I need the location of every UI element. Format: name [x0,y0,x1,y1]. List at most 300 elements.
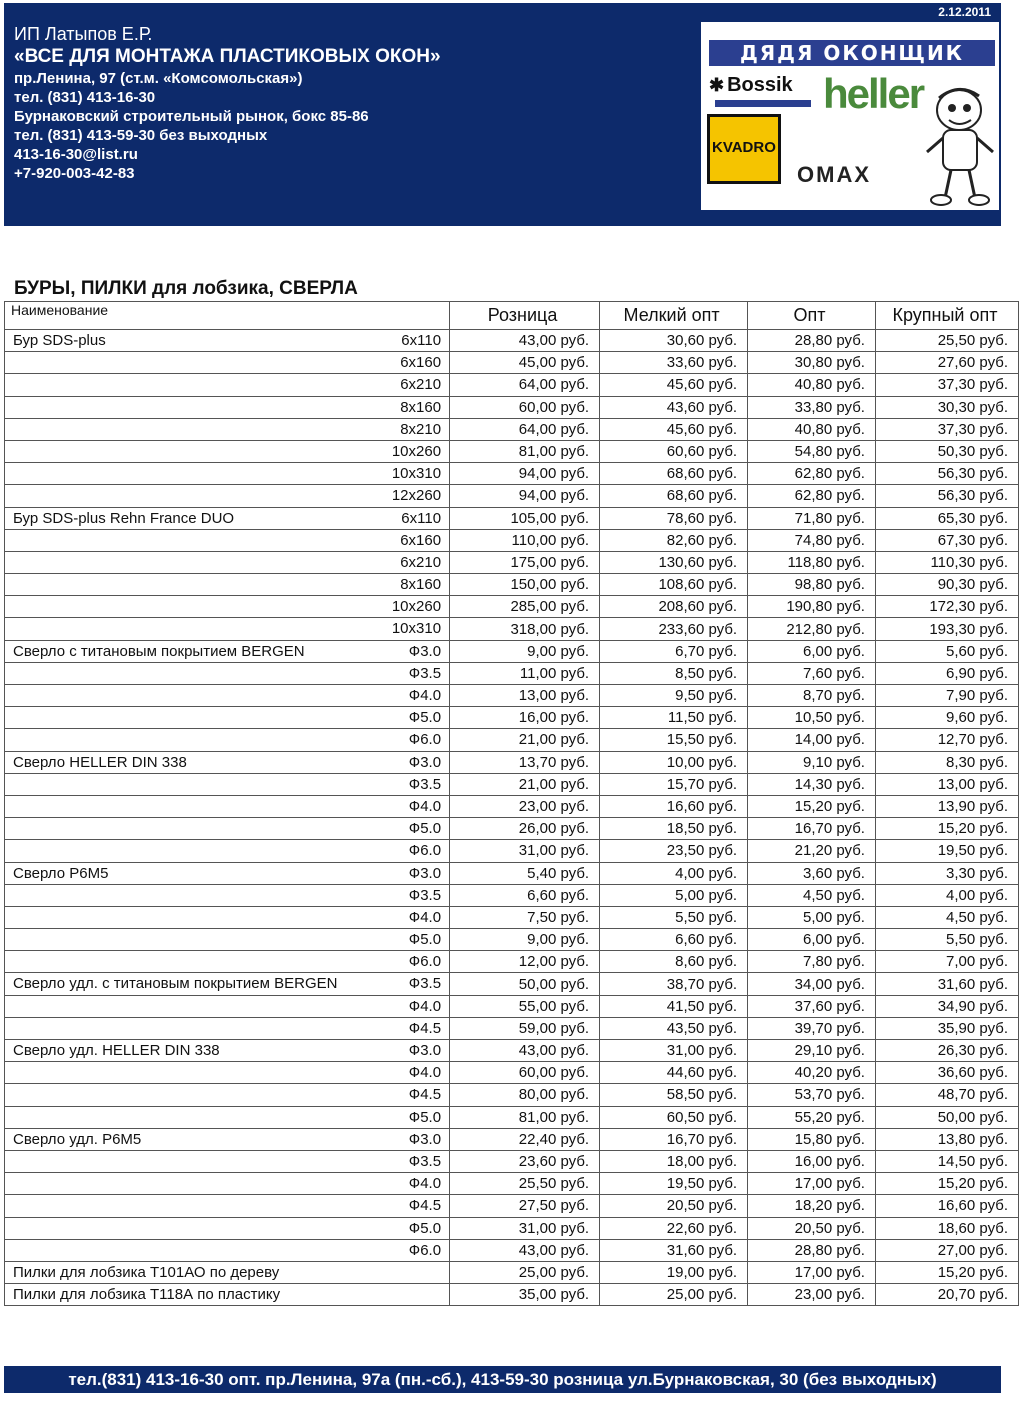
table-row [5,529,1019,551]
table-row [5,1106,1019,1128]
price-large-wholesale: 3,30 руб. [875,862,1018,884]
product-size: Ф4.0 [408,797,442,815]
price-large-wholesale: 172,30 руб. [875,596,1018,618]
product-size: Ф4.5 [408,1019,442,1037]
price-large-wholesale: 26,30 руб. [875,1040,1018,1062]
logo-uncle-okonshik: ДЯДЯ ОКОНЩИК [709,40,995,66]
price-large-wholesale: 4,50 руб. [875,906,1018,928]
product-size: 6х160 [400,354,442,372]
price-retail: 16,00 руб. [450,707,600,729]
product-cell [5,418,450,440]
price-retail: 27,50 руб. [450,1195,600,1217]
table-row [5,1261,1019,1283]
price-small-wholesale: 9,50 руб. [600,685,748,707]
product-cell [5,618,450,640]
product-cell [5,795,450,817]
table-row [5,929,1019,951]
product-size: Ф3.5 [408,775,442,793]
price-wholesale: 6,00 руб. [748,640,876,662]
price-retail: 31,00 руб. [450,1217,600,1239]
price-large-wholesale: 16,60 руб. [875,1195,1018,1217]
product-cell [5,751,450,773]
price-large-wholesale: 19,50 руб. [875,840,1018,862]
price-large-wholesale: 50,30 руб. [875,440,1018,462]
product-size: 6х210 [400,376,442,394]
price-wholesale: 16,70 руб. [748,818,876,840]
product-cell [5,1239,450,1261]
product-cell [5,396,450,418]
product-cell [5,906,450,928]
price-wholesale: 37,60 руб. [748,995,876,1017]
price-small-wholesale: 15,50 руб. [600,729,748,751]
product-name: Пилки для лобзика Т118А по пластику [13,1286,281,1304]
price-large-wholesale: 14,50 руб. [875,1150,1018,1172]
price-retail: 43,00 руб. [450,1239,600,1261]
logo-omax: OMAX [797,162,871,187]
product-cell [5,463,450,485]
price-small-wholesale: 15,70 руб. [600,773,748,795]
product-name: Сверло удл. Р6М5 [13,1130,142,1148]
product-size: 10х310 [391,465,442,483]
price-retail: 7,50 руб. [450,906,600,928]
price-large-wholesale: 31,60 руб. [875,973,1018,995]
price-wholesale: 212,80 руб. [748,618,876,640]
price-retail: 25,50 руб. [450,1173,600,1195]
price-small-wholesale: 78,60 руб. [600,507,748,529]
price-small-wholesale: 41,50 руб. [600,995,748,1017]
price-large-wholesale: 56,30 руб. [875,463,1018,485]
price-wholesale: 30,80 руб. [748,352,876,374]
table-row [5,440,1019,462]
price-wholesale: 4,50 руб. [748,884,876,906]
price-retail: 23,60 руб. [450,1150,600,1172]
table-row [5,729,1019,751]
price-small-wholesale: 19,50 руб. [600,1173,748,1195]
price-small-wholesale: 16,60 руб. [600,795,748,817]
price-small-wholesale: 60,50 руб. [600,1106,748,1128]
price-small-wholesale: 5,50 руб. [600,906,748,928]
price-small-wholesale: 5,00 руб. [600,884,748,906]
price-retail: 5,40 руб. [450,862,600,884]
table-row [5,463,1019,485]
header-name: Наименование [5,302,450,330]
product-size: Ф3.0 [408,864,442,882]
product-cell [5,507,450,529]
price-large-wholesale: 8,30 руб. [875,751,1018,773]
price-retail: 110,00 руб. [450,529,600,551]
product-size: Ф4.5 [408,1197,442,1215]
product-size: Ф3.0 [408,1130,442,1148]
price-small-wholesale: 8,50 руб. [600,662,748,684]
product-size: 12х260 [391,487,442,505]
table-row [5,1284,1019,1306]
price-large-wholesale: 50,00 руб. [875,1106,1018,1128]
table-row [5,396,1019,418]
table-row [5,662,1019,684]
price-small-wholesale: 8,60 руб. [600,951,748,973]
company-email: 413-16-30@list.ru [14,146,138,163]
price-large-wholesale: 27,60 руб. [875,352,1018,374]
price-small-wholesale: 25,00 руб. [600,1284,748,1306]
product-size: 6х110 [401,509,442,527]
product-size: 10х260 [391,442,442,460]
price-small-wholesale: 19,00 руб. [600,1261,748,1283]
section-title: БУРЫ, ПИЛКИ для лобзика, СВЕРЛА [14,278,358,299]
price-wholesale: 98,80 руб. [748,574,876,596]
product-cell [5,1195,450,1217]
price-small-wholesale: 43,60 руб. [600,396,748,418]
product-size: 10х310 [391,620,442,638]
price-large-wholesale: 15,20 руб. [875,818,1018,840]
product-name: Сверло Р6М5 [13,864,109,882]
price-small-wholesale: 233,60 руб. [600,618,748,640]
product-size: Ф3.0 [408,1042,442,1059]
company-phone: тел. (831) 413-16-30 [14,89,156,106]
product-size: 10х260 [391,598,442,616]
price-wholesale: 40,80 руб. [748,374,876,396]
table-row [5,1084,1019,1106]
product-size: Ф5.0 [408,820,442,838]
price-large-wholesale: 9,60 руб. [875,707,1018,729]
table-row [5,951,1019,973]
table-row [5,884,1019,906]
price-large-wholesale: 27,00 руб. [875,1239,1018,1261]
price-retail: 94,00 руб. [450,463,600,485]
price-wholesale: 71,80 руб. [748,507,876,529]
price-wholesale: 23,00 руб. [748,1284,876,1306]
price-wholesale: 8,70 руб. [748,685,876,707]
price-small-wholesale: 16,70 руб. [600,1128,748,1150]
product-size: Ф4.0 [408,997,442,1015]
price-wholesale: 54,80 руб. [748,440,876,462]
price-wholesale: 14,00 руб. [748,729,876,751]
product-size: Ф5.0 [408,931,442,949]
price-small-wholesale: 30,60 руб. [600,330,748,352]
product-cell [5,1106,450,1128]
table-row [5,1195,1019,1217]
header-retail: Розница [450,302,600,330]
price-wholesale: 55,20 руб. [748,1106,876,1128]
brand-logos [701,22,999,210]
price-retail: 25,00 руб. [450,1261,600,1283]
product-size: Ф3.0 [408,642,442,660]
price-large-wholesale: 7,00 руб. [875,951,1018,973]
product-cell [5,551,450,573]
product-cell [5,1173,450,1195]
product-size: Ф6.0 [408,731,442,749]
price-large-wholesale: 90,30 руб. [875,574,1018,596]
document-date: 2.12.2011 [938,5,991,19]
product-cell [5,1128,450,1150]
price-large-wholesale: 65,30 руб. [875,507,1018,529]
price-retail: 175,00 руб. [450,551,600,573]
price-large-wholesale: 37,30 руб. [875,418,1018,440]
table-row [5,751,1019,773]
product-size: Ф4.5 [408,1086,442,1104]
product-cell [5,729,450,751]
price-wholesale: 15,80 руб. [748,1128,876,1150]
price-retail: 13,70 руб. [450,751,600,773]
price-small-wholesale: 60,60 руб. [600,440,748,462]
product-size: Ф4.0 [408,1175,442,1193]
product-size: Ф4.0 [408,687,442,704]
table-row [5,485,1019,507]
footer-contacts: тел.(831) 413-16-30 опт. пр.Ленина, 97а (пн.-сб.), 413-59-30 розница ул.Бурнаковская, 30 (без выходных) [4,1366,1001,1393]
table-row [5,1217,1019,1239]
product-cell [5,929,450,951]
product-cell [5,1017,450,1039]
price-retail: 81,00 руб. [450,1106,600,1128]
price-large-wholesale: 15,20 руб. [875,1173,1018,1195]
price-wholesale: 39,70 руб. [748,1017,876,1039]
table-row [5,1017,1019,1039]
price-retail: 105,00 руб. [450,507,600,529]
price-small-wholesale: 33,60 руб. [600,352,748,374]
table-row [5,596,1019,618]
price-large-wholesale: 37,30 руб. [875,374,1018,396]
product-size: Ф3.5 [408,664,442,682]
price-small-wholesale: 45,60 руб. [600,418,748,440]
price-wholesale: 190,80 руб. [748,596,876,618]
product-size: Ф5.0 [408,709,442,727]
product-cell [5,973,450,995]
price-retail: 9,00 руб. [450,929,600,951]
table-body [5,330,1019,1306]
price-small-wholesale: 4,00 руб. [600,862,748,884]
table-row [5,330,1019,352]
product-size: Ф3.5 [408,975,442,993]
price-retail: 12,00 руб. [450,951,600,973]
price-wholesale: 21,20 руб. [748,840,876,862]
table-row [5,1239,1019,1261]
company-info [14,23,441,183]
table-row [5,773,1019,795]
product-cell [5,529,450,551]
table-row [5,795,1019,817]
product-size: 6х160 [400,531,442,549]
price-retail: 9,00 руб. [450,640,600,662]
company-mobile: +7-920-003-42-83 [14,165,135,182]
price-wholesale: 62,80 руб. [748,463,876,485]
price-small-wholesale: 22,60 руб. [600,1217,748,1239]
table-row [5,906,1019,928]
price-retail: 81,00 руб. [450,440,600,462]
table-row [5,1062,1019,1084]
price-large-wholesale: 25,50 руб. [875,330,1018,352]
price-wholesale: 28,80 руб. [748,330,876,352]
table-row [5,618,1019,640]
price-wholesale: 10,50 руб. [748,707,876,729]
table-row [5,418,1019,440]
price-wholesale: 17,00 руб. [748,1261,876,1283]
price-small-wholesale: 130,60 руб. [600,551,748,573]
product-cell [5,685,450,707]
price-retail: 43,00 руб. [450,1040,600,1062]
price-large-wholesale: 36,60 руб. [875,1062,1018,1084]
table-row [5,818,1019,840]
price-retail: 31,00 руб. [450,840,600,862]
price-retail: 35,00 руб. [450,1284,600,1306]
price-large-wholesale: 13,80 руб. [875,1128,1018,1150]
price-wholesale: 40,20 руб. [748,1062,876,1084]
product-cell [5,1040,450,1062]
price-large-wholesale: 5,60 руб. [875,640,1018,662]
logo-kvadro: KVADRO [707,114,781,184]
header-large-wholesale: Крупный опт [875,302,1018,330]
price-large-wholesale: 193,30 руб. [875,618,1018,640]
product-cell [5,707,450,729]
price-small-wholesale: 82,60 руб. [600,529,748,551]
price-large-wholesale: 34,90 руб. [875,995,1018,1017]
price-large-wholesale: 48,70 руб. [875,1084,1018,1106]
price-retail: 23,00 руб. [450,795,600,817]
price-small-wholesale: 10,00 руб. [600,751,748,773]
price-small-wholesale: 58,50 руб. [600,1084,748,1106]
table-row [5,862,1019,884]
product-size: Ф5.0 [408,1219,442,1237]
product-size: 6х210 [400,553,442,571]
company-owner: ИП Латыпов Е.Р. [14,24,153,44]
price-small-wholesale: 38,70 руб. [600,973,748,995]
price-large-wholesale: 110,30 руб. [875,551,1018,573]
price-large-wholesale: 13,90 руб. [875,795,1018,817]
price-small-wholesale: 18,50 руб. [600,818,748,840]
price-small-wholesale: 31,60 руб. [600,1239,748,1261]
price-small-wholesale: 23,50 руб. [600,840,748,862]
bossik-star-icon: ✱ [709,75,725,95]
product-cell [5,862,450,884]
price-wholesale: 20,50 руб. [748,1217,876,1239]
price-retail: 11,00 руб. [450,662,600,684]
price-small-wholesale: 18,00 руб. [600,1150,748,1172]
product-size: Ф4.0 [408,908,442,926]
price-large-wholesale: 56,30 руб. [875,485,1018,507]
price-large-wholesale: 20,70 руб. [875,1284,1018,1306]
price-retail: 285,00 руб. [450,596,600,618]
price-wholesale: 62,80 руб. [748,485,876,507]
price-large-wholesale: 7,90 руб. [875,685,1018,707]
product-size: Ф4.0 [408,1064,442,1082]
table-row [5,707,1019,729]
product-cell [5,330,450,352]
product-size: Ф3.5 [408,886,442,904]
price-retail: 60,00 руб. [450,396,600,418]
product-cell [5,1217,450,1239]
bossik-stripe [715,100,811,107]
company-slogan: «ВСЕ ДЛЯ МОНТАЖА ПЛАСТИКОВЫХ ОКОН» [14,46,441,67]
product-cell [5,884,450,906]
price-retail: 94,00 руб. [450,485,600,507]
product-cell [5,1284,450,1306]
price-wholesale: 28,80 руб. [748,1239,876,1261]
product-cell [5,574,450,596]
product-size: Ф6.0 [408,1241,442,1259]
product-name: Сверло с титановым покрытием BERGEN [13,642,305,660]
price-large-wholesale: 5,50 руб. [875,929,1018,951]
price-small-wholesale: 31,00 руб. [600,1040,748,1062]
price-retail: 22,40 руб. [450,1128,600,1150]
price-retail: 60,00 руб. [450,1062,600,1084]
product-cell [5,818,450,840]
table-row [5,352,1019,374]
price-large-wholesale: 12,70 руб. [875,729,1018,751]
price-retail: 55,00 руб. [450,995,600,1017]
table-row [5,374,1019,396]
product-name: Сверло удл. HELLER DIN 338 [13,1042,220,1059]
logo-heller: heller [823,70,924,117]
price-wholesale: 15,20 руб. [748,795,876,817]
price-small-wholesale: 44,60 руб. [600,1062,748,1084]
price-retail: 21,00 руб. [450,773,600,795]
product-size: Ф6.0 [408,842,442,860]
price-retail: 13,00 руб. [450,685,600,707]
product-name: Сверло HELLER DIN 338 [13,753,187,771]
price-wholesale: 53,70 руб. [748,1084,876,1106]
price-table [4,301,1019,1306]
table-row [5,995,1019,1017]
price-large-wholesale: 13,00 руб. [875,773,1018,795]
price-wholesale: 74,80 руб. [748,529,876,551]
product-cell [5,1062,450,1084]
product-cell [5,995,450,1017]
price-wholesale: 118,80 руб. [748,551,876,573]
product-name: Пилки для лобзика Т101АО по дереву [13,1263,280,1281]
price-wholesale: 9,10 руб. [748,751,876,773]
price-large-wholesale: 4,00 руб. [875,884,1018,906]
product-cell [5,1150,450,1172]
price-wholesale: 7,60 руб. [748,662,876,684]
table-row [5,1128,1019,1150]
price-small-wholesale: 6,70 руб. [600,640,748,662]
mascot-icon [917,82,997,208]
price-small-wholesale: 108,60 руб. [600,574,748,596]
table-row [5,1150,1019,1172]
logo-bossik: ✱ Bossik [709,74,805,104]
company-address: пр.Ленина, 97 (ст.м. «Комсомольская») [14,70,303,87]
price-wholesale: 40,80 руб. [748,418,876,440]
price-small-wholesale: 68,60 руб. [600,485,748,507]
price-large-wholesale: 67,30 руб. [875,529,1018,551]
product-name: Бур SDS-plus [13,332,106,349]
price-wholesale: 34,00 руб. [748,973,876,995]
price-retail: 21,00 руб. [450,729,600,751]
price-small-wholesale: 68,60 руб. [600,463,748,485]
product-size: 8х210 [400,420,442,438]
table-row [5,640,1019,662]
price-wholesale: 7,80 руб. [748,951,876,973]
table-row [5,973,1019,995]
product-size: Ф3.5 [408,1152,442,1170]
price-retail: 26,00 руб. [450,818,600,840]
price-retail: 80,00 руб. [450,1084,600,1106]
product-cell [5,1261,450,1283]
price-retail: 45,00 руб. [450,352,600,374]
product-cell [5,951,450,973]
price-wholesale: 14,30 руб. [748,773,876,795]
table-row [5,574,1019,596]
price-wholesale: 18,20 руб. [748,1195,876,1217]
company-market-phone: тел. (831) 413-59-30 без выходных [14,127,268,144]
header-small-wholesale: Мелкий опт [600,302,748,330]
product-cell [5,485,450,507]
price-retail: 59,00 руб. [450,1017,600,1039]
product-size: 6х110 [401,332,442,349]
price-retail: 150,00 руб. [450,574,600,596]
price-small-wholesale: 11,50 руб. [600,707,748,729]
product-size: Ф3.0 [408,753,442,771]
header-wholesale: Опт [748,302,876,330]
table-row [5,1040,1019,1062]
